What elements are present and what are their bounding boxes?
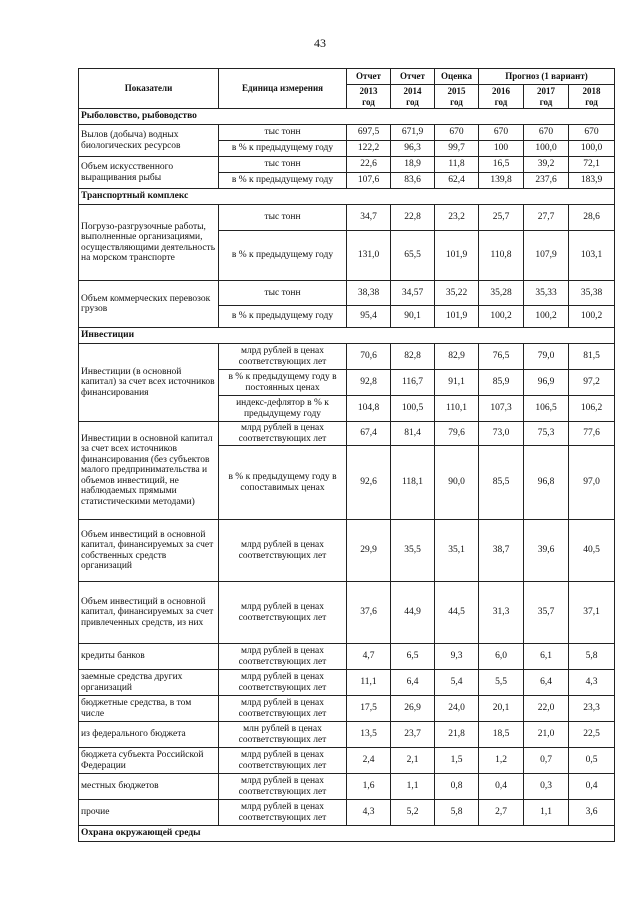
indicator-name: Инвестиции (в основной капитал) за счет всех источников финансирования <box>79 344 219 422</box>
value-cell: 22,0 <box>524 696 569 722</box>
value-cell: 2,1 <box>391 748 435 774</box>
value-cell: 65,5 <box>391 231 435 281</box>
table-row <box>79 344 615 370</box>
value-cell: 5,2 <box>391 800 435 826</box>
value-cell: 1,2 <box>479 748 524 774</box>
value-cell: 37,1 <box>569 582 615 644</box>
value-cell: 35,28 <box>479 281 524 306</box>
unit-cell: индекс-дефлятор в % к предыдущему году <box>219 396 347 422</box>
value-cell: 22,6 <box>347 157 391 173</box>
value-cell: 76,5 <box>479 344 524 370</box>
value-cell: 31,3 <box>479 582 524 644</box>
section-transport: Транспортный комплекс <box>79 189 615 205</box>
value-cell: 95,4 <box>347 306 391 328</box>
value-cell: 35,22 <box>435 281 479 306</box>
table-row <box>79 644 615 670</box>
value-cell: 82,9 <box>435 344 479 370</box>
value-cell: 79,0 <box>524 344 569 370</box>
value-cell: 139,8 <box>479 173 524 189</box>
table-row <box>79 281 615 306</box>
value-cell: 99,7 <box>435 141 479 157</box>
value-cell: 0,4 <box>479 774 524 800</box>
indicator-name: Погрузо-разгрузочные работы, выполненные организациями, осуществляющими деятельность на морском транспорте <box>79 205 219 281</box>
value-cell: 35,33 <box>524 281 569 306</box>
section-environment: Охрана окружающей среды <box>79 826 615 842</box>
table-row <box>79 800 615 826</box>
value-cell: 73,0 <box>479 422 524 446</box>
value-cell: 100,2 <box>524 306 569 328</box>
value-cell: 122,2 <box>347 141 391 157</box>
section-investment: Инвестиции <box>79 328 615 344</box>
value-cell: 2,4 <box>347 748 391 774</box>
value-cell: 16,5 <box>479 157 524 173</box>
unit-cell: млрд рублей в ценах соответствующих лет <box>219 422 347 446</box>
value-cell: 22,5 <box>569 722 615 748</box>
unit-cell: тыс тонн <box>219 205 347 231</box>
value-cell: 3,6 <box>569 800 615 826</box>
unit-cell: млрд рублей в ценах соответствующих лет <box>219 774 347 800</box>
unit-cell: тыс тонн <box>219 157 347 173</box>
value-cell: 18,5 <box>479 722 524 748</box>
value-cell: 104,8 <box>347 396 391 422</box>
unit-cell: млрд рублей в ценах соответствующих лет <box>219 344 347 370</box>
unit-cell: тыс тонн <box>219 281 347 306</box>
value-cell: 4,3 <box>569 670 615 696</box>
table-row <box>79 422 615 446</box>
value-cell: 39,2 <box>524 157 569 173</box>
value-cell: 0,3 <box>524 774 569 800</box>
header-forecast: Прогноз (1 вариант) <box>479 69 615 85</box>
value-cell: 1,5 <box>435 748 479 774</box>
value-cell: 670 <box>435 125 479 141</box>
value-cell: 77,6 <box>569 422 615 446</box>
value-cell: 6,1 <box>524 644 569 670</box>
value-cell: 67,4 <box>347 422 391 446</box>
value-cell: 62,4 <box>435 173 479 189</box>
value-cell: 26,9 <box>391 696 435 722</box>
value-cell: 697,5 <box>347 125 391 141</box>
table-row <box>79 582 615 644</box>
header-year: 2013 год <box>347 85 391 109</box>
value-cell: 670 <box>569 125 615 141</box>
indicator-name: местных бюджетов <box>79 774 219 800</box>
unit-cell: в % к предыдущему году <box>219 173 347 189</box>
value-cell: 4,3 <box>347 800 391 826</box>
value-cell: 101,9 <box>435 231 479 281</box>
value-cell: 83,6 <box>391 173 435 189</box>
value-cell: 25,7 <box>479 205 524 231</box>
value-cell: 70,6 <box>347 344 391 370</box>
value-cell: 107,9 <box>524 231 569 281</box>
header-estimate: Оценка <box>435 69 479 85</box>
value-cell: 6,5 <box>391 644 435 670</box>
unit-cell: млрд рублей в ценах соответствующих лет <box>219 670 347 696</box>
value-cell: 100,2 <box>479 306 524 328</box>
table-row <box>79 696 615 722</box>
value-cell: 671,9 <box>391 125 435 141</box>
value-cell: 183,9 <box>569 173 615 189</box>
value-cell: 72,1 <box>569 157 615 173</box>
value-cell: 0,5 <box>569 748 615 774</box>
value-cell: 100,0 <box>524 141 569 157</box>
value-cell: 1,6 <box>347 774 391 800</box>
table-row <box>79 205 615 231</box>
value-cell: 39,6 <box>524 520 569 582</box>
value-cell: 29,9 <box>347 520 391 582</box>
value-cell: 11,1 <box>347 670 391 696</box>
value-cell: 97,2 <box>569 370 615 396</box>
value-cell: 40,5 <box>569 520 615 582</box>
indicator-name: Объем искусственного выращивания рыбы <box>79 157 219 189</box>
value-cell: 13,5 <box>347 722 391 748</box>
value-cell: 21,8 <box>435 722 479 748</box>
unit-cell: в % к предыдущему году <box>219 141 347 157</box>
table-row <box>79 748 615 774</box>
value-cell: 131,0 <box>347 231 391 281</box>
indicator-name: заемные средства других организаций <box>79 670 219 696</box>
table-row <box>79 774 615 800</box>
value-cell: 670 <box>524 125 569 141</box>
table-row <box>79 157 615 173</box>
value-cell: 0,7 <box>524 748 569 774</box>
value-cell: 35,38 <box>569 281 615 306</box>
value-cell: 1,1 <box>391 774 435 800</box>
value-cell: 116,7 <box>391 370 435 396</box>
value-cell: 44,9 <box>391 582 435 644</box>
unit-cell: млн рублей в ценах соответствующих лет <box>219 722 347 748</box>
value-cell: 0,8 <box>435 774 479 800</box>
header-year: 2018 год <box>569 85 615 109</box>
indicator-name: прочие <box>79 800 219 826</box>
section-fishing: Рыболовство, рыбоводство <box>79 109 615 125</box>
value-cell: 100,2 <box>569 306 615 328</box>
value-cell: 2,7 <box>479 800 524 826</box>
value-cell: 21,0 <box>524 722 569 748</box>
value-cell: 1,1 <box>524 800 569 826</box>
header-year: 2017 год <box>524 85 569 109</box>
indicator-name: кредиты банков <box>79 644 219 670</box>
table-row <box>79 670 615 696</box>
value-cell: 6,4 <box>391 670 435 696</box>
header-indicators: Показатели <box>79 69 219 109</box>
header-year: 2015 год <box>435 85 479 109</box>
page-number: 43 <box>314 36 326 50</box>
value-cell: 24,0 <box>435 696 479 722</box>
value-cell: 28,6 <box>569 205 615 231</box>
value-cell: 91,1 <box>435 370 479 396</box>
value-cell: 35,1 <box>435 520 479 582</box>
indicator-name: бюджета субъекта Российской Федерации <box>79 748 219 774</box>
value-cell: 107,6 <box>347 173 391 189</box>
indicator-name: Объем инвестиций в основной капитал, финансируемых за счет привлеченных средств, из них <box>79 582 219 644</box>
unit-cell: млрд рублей в ценах соответствующих лет <box>219 800 347 826</box>
unit-cell: в % к предыдущему году <box>219 306 347 328</box>
value-cell: 237,6 <box>524 173 569 189</box>
value-cell: 96,3 <box>391 141 435 157</box>
indicator-name: бюджетные средства, в том числе <box>79 696 219 722</box>
value-cell: 44,5 <box>435 582 479 644</box>
header-year: 2014 год <box>391 85 435 109</box>
table-row <box>79 520 615 582</box>
value-cell: 101,9 <box>435 306 479 328</box>
indicator-name: Объем инвестиций в основной капитал, финансируемых за счет собственных средств организаций <box>79 520 219 582</box>
value-cell: 5,8 <box>569 644 615 670</box>
header-unit: Единица измерения <box>219 69 347 109</box>
value-cell: 9,3 <box>435 644 479 670</box>
value-cell: 23,3 <box>569 696 615 722</box>
value-cell: 100,5 <box>391 396 435 422</box>
unit-cell: в % к предыдущему году <box>219 231 347 281</box>
unit-cell: млрд рублей в ценах соответствующих лет <box>219 696 347 722</box>
value-cell: 5,8 <box>435 800 479 826</box>
value-cell: 97,0 <box>569 446 615 520</box>
header-report-2014: Отчет <box>391 69 435 85</box>
value-cell: 75,3 <box>524 422 569 446</box>
value-cell: 92,6 <box>347 446 391 520</box>
indicator-name: Объем коммерческих перевозок грузов <box>79 281 219 328</box>
table-row <box>79 722 615 748</box>
value-cell: 110,1 <box>435 396 479 422</box>
value-cell: 18,9 <box>391 157 435 173</box>
value-cell: 5,4 <box>435 670 479 696</box>
value-cell: 79,6 <box>435 422 479 446</box>
unit-cell: млрд рублей в ценах соответствующих лет <box>219 644 347 670</box>
value-cell: 38,38 <box>347 281 391 306</box>
value-cell: 20,1 <box>479 696 524 722</box>
value-cell: 6,0 <box>479 644 524 670</box>
value-cell: 35,7 <box>524 582 569 644</box>
value-cell: 92,8 <box>347 370 391 396</box>
value-cell: 110,8 <box>479 231 524 281</box>
value-cell: 11,8 <box>435 157 479 173</box>
value-cell: 85,5 <box>479 446 524 520</box>
value-cell: 670 <box>479 125 524 141</box>
indicator-name: Вылов (добыча) водных биологических ресурсов <box>79 125 219 157</box>
value-cell: 103,1 <box>569 231 615 281</box>
value-cell: 96,9 <box>524 370 569 396</box>
value-cell: 81,4 <box>391 422 435 446</box>
value-cell: 100 <box>479 141 524 157</box>
value-cell: 90,0 <box>435 446 479 520</box>
value-cell: 37,6 <box>347 582 391 644</box>
value-cell: 23,7 <box>391 722 435 748</box>
value-cell: 96,8 <box>524 446 569 520</box>
forecast-table <box>78 68 615 842</box>
unit-cell: в % к предыдущему году в постоянных ценах <box>219 370 347 396</box>
value-cell: 5,5 <box>479 670 524 696</box>
value-cell: 81,5 <box>569 344 615 370</box>
unit-cell: млрд рублей в ценах соответствующих лет <box>219 582 347 644</box>
indicator-name: из федерального бюджета <box>79 722 219 748</box>
value-cell: 38,7 <box>479 520 524 582</box>
header-report-2013: Отчет <box>347 69 391 85</box>
value-cell: 6,4 <box>524 670 569 696</box>
unit-cell: млрд рублей в ценах соответствующих лет <box>219 748 347 774</box>
value-cell: 106,5 <box>524 396 569 422</box>
value-cell: 35,5 <box>391 520 435 582</box>
value-cell: 23,2 <box>435 205 479 231</box>
value-cell: 82,8 <box>391 344 435 370</box>
value-cell: 85,9 <box>479 370 524 396</box>
value-cell: 4,7 <box>347 644 391 670</box>
value-cell: 107,3 <box>479 396 524 422</box>
value-cell: 22,8 <box>391 205 435 231</box>
unit-cell: в % к предыдущему году в сопоставимых ценах <box>219 446 347 520</box>
header-year: 2016 год <box>479 85 524 109</box>
table-row <box>79 125 615 141</box>
value-cell: 100,0 <box>569 141 615 157</box>
value-cell: 27,7 <box>524 205 569 231</box>
value-cell: 34,57 <box>391 281 435 306</box>
value-cell: 0,4 <box>569 774 615 800</box>
indicator-name: Инвестиции в основной капитал за счет всех источников финансирования (без субъектов малого предпринимательства и объемов инвестиций, не наблюдаемых прямыми статистическими методами) <box>79 422 219 520</box>
unit-cell: тыс тонн <box>219 125 347 141</box>
value-cell: 34,7 <box>347 205 391 231</box>
value-cell: 106,2 <box>569 396 615 422</box>
value-cell: 118,1 <box>391 446 435 520</box>
value-cell: 90,1 <box>391 306 435 328</box>
unit-cell: млрд рублей в ценах соответствующих лет <box>219 520 347 582</box>
value-cell: 17,5 <box>347 696 391 722</box>
